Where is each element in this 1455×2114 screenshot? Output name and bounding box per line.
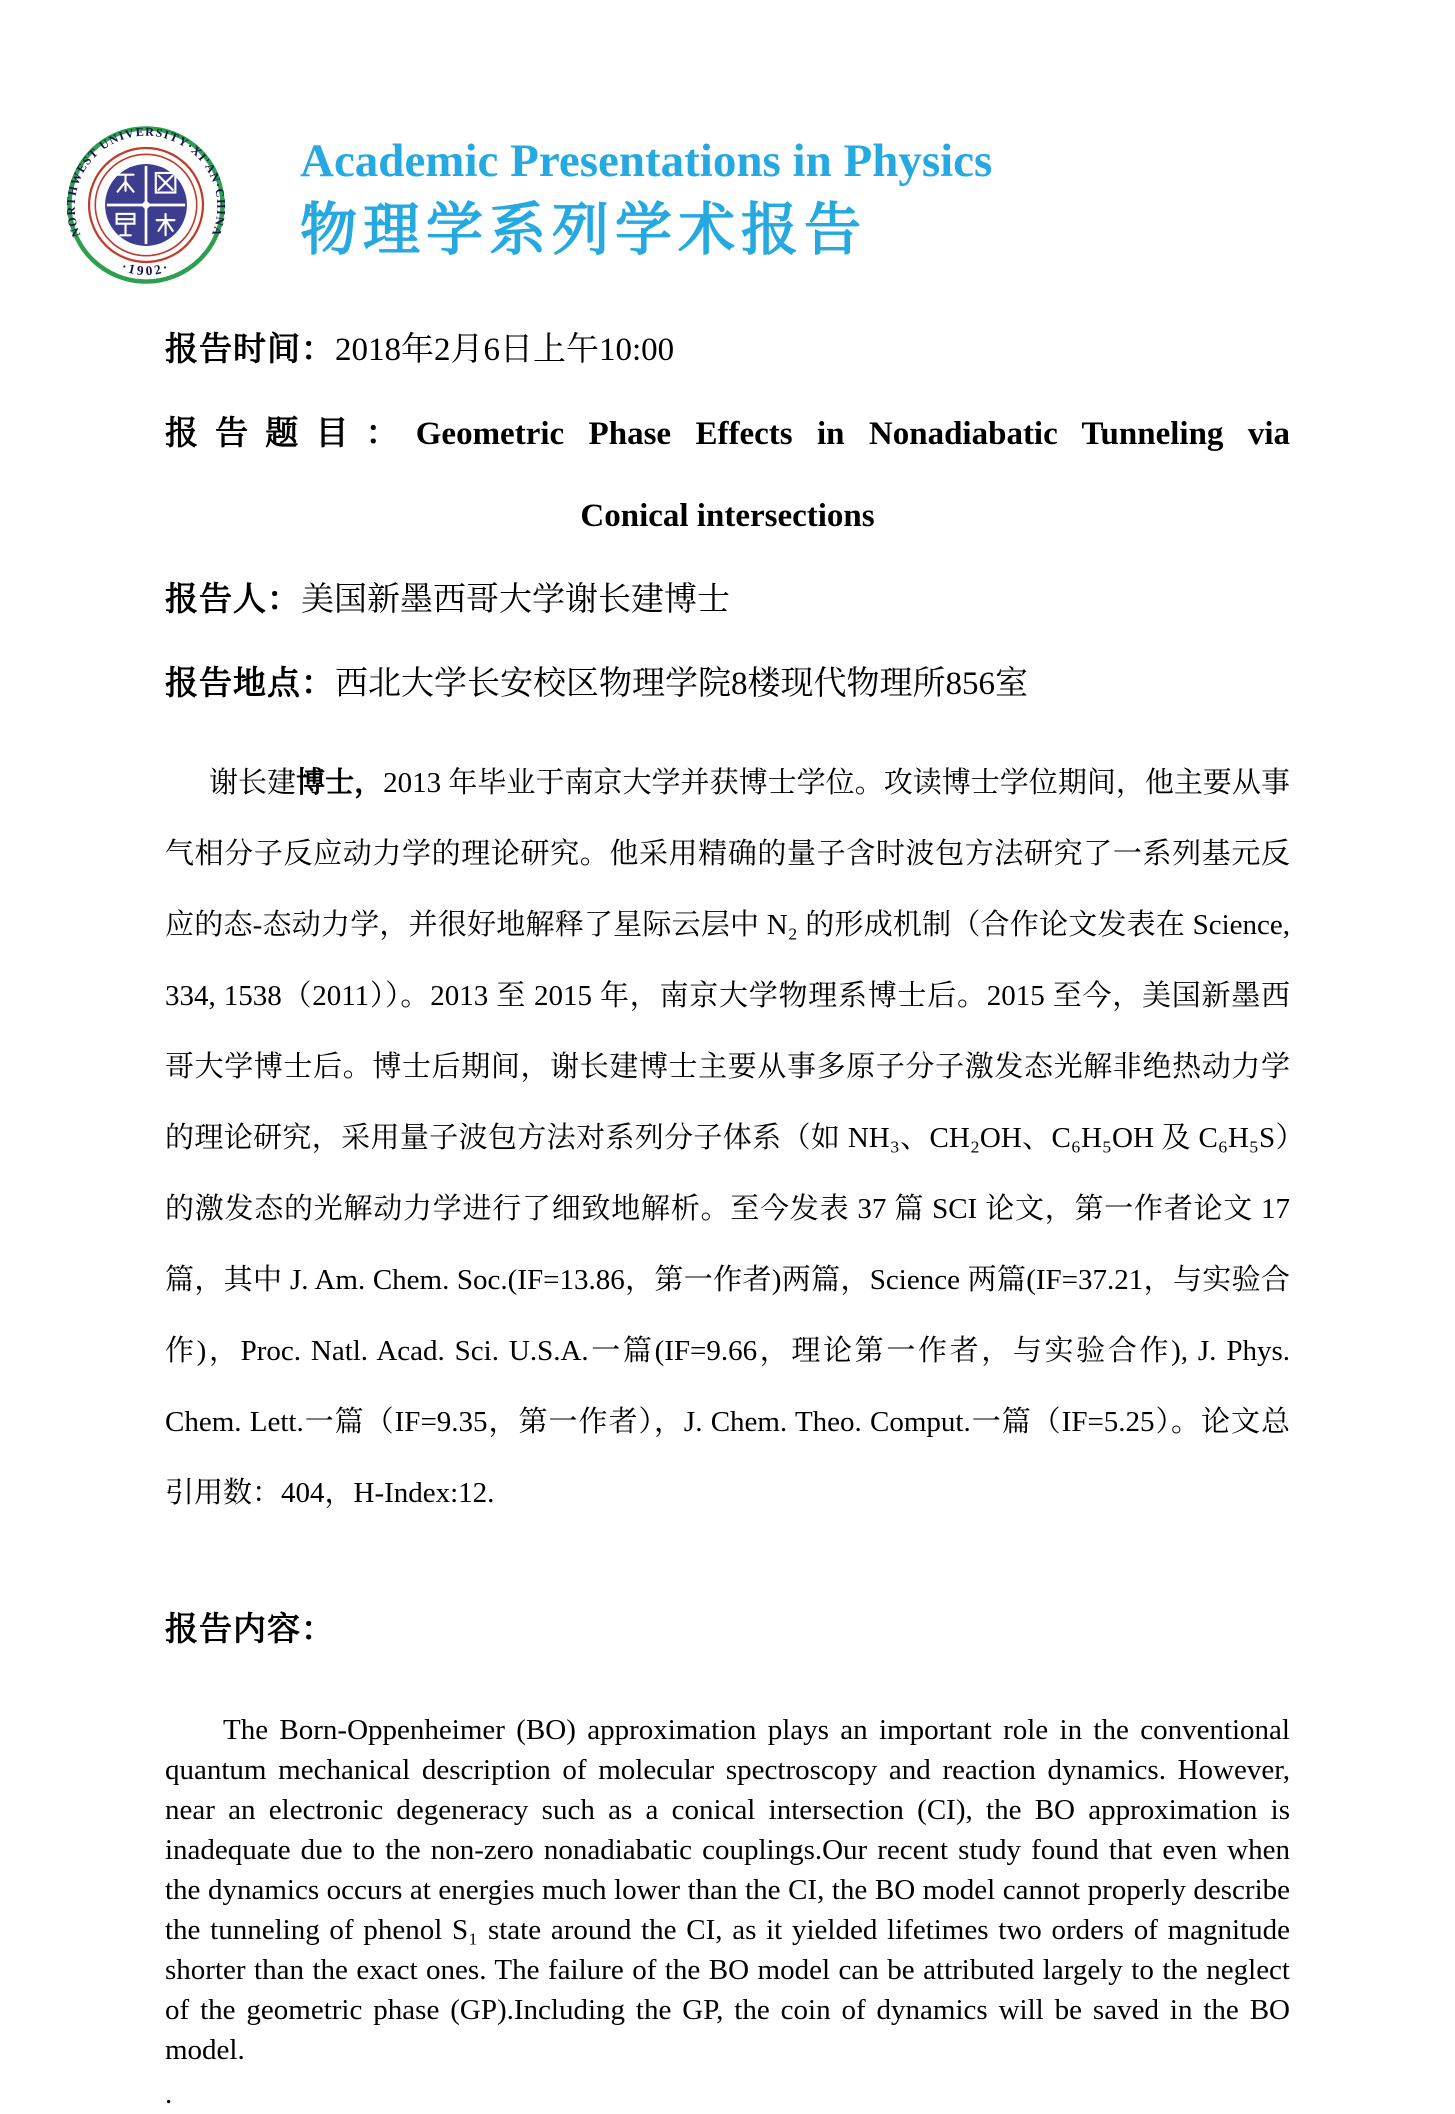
seal-ring-text: NORTHWEST UNIVERSITY·XI'AN·CHINA bbox=[63, 124, 229, 239]
university-logo-seal bbox=[57, 114, 235, 296]
trailing-dot: . bbox=[165, 2077, 173, 2110]
meta-speaker bbox=[165, 580, 1290, 620]
bio-text: 2013 年毕业于南京大学并获博士学位。攻读博士学位期间，他主要从事气相分子反应动力学的理论研究。他采用精确的量子含时波包方法研究了一系列基元反应的态-态动力学，并很好地解释了星际云层中 N₂ 的形成机制（合作论文发表在 Science, 334, 1538（2011））。2013 至 2015 年，南京大学物理系博士后。2015 至今，美国新墨西哥大学博士后。博士后期间，谢长建博士主要从事多原子分子激发态光解非绝热动力学的理论研究，采用量子波包方法对系列分子体系（如 NH₃、CH₂OH、C₆H₅OH 及 C₆H₅S）的激发态的光解动力学进行了细致地解析。至今发表 37 篇 SCI 论文，第一作者论文 17 篇，其中 J. Am. Chem. Soc.(IF=13.86，第一作者)两篇，Science 两篇(IF=37.21，与实验合作)，Proc. Natl. Acad. Sci. U.S.A.一篇(IF=9.66，理论第一作者，与实验合作), J. Phys. Chem. Lett.一篇（IF=9.35，第一作者），J. Chem. Theo. Comput.一篇（IF=5.25）。论文总引用数：404，H-Index:12. bbox=[165, 766, 1290, 1509]
venue-label: 报告地点： bbox=[165, 663, 335, 701]
abstract-text: The Born-Oppenheimer (BO) approximation plays an important role in the conventional quantum mechanical description of molecular spectroscopy and reaction dynamics. However, near an electronic degeneracy such as a conical intersection (CI), the BO approximation is inadequate due to the non-zero nonadiabatic couplings.Our recent study found that even when the dynamics occurs at energies much lower than the CI, the BO model cannot properly describe the tunneling of phenol S₁ state around the CI, as it yielded lifetimes two orders of magnitude shorter than the exact ones. The failure of the BO model can be attributed largely to the neglect of the geometric phase (GP).Including the GP, the coin of dynamics will be saved in the BO model. bbox=[165, 1713, 1290, 2066]
topic-title-line2: Conical intersections bbox=[580, 497, 875, 534]
page-subtitle-zh: 物理学系列学术报告 bbox=[300, 198, 867, 262]
meta-venue bbox=[165, 664, 1290, 704]
speaker-label: 报告人： bbox=[165, 579, 301, 617]
speaker-value: 美国新墨西哥大学谢长建博士 bbox=[301, 581, 730, 618]
topic-label: 报告题目： bbox=[165, 413, 416, 451]
seal-year-text: ·1902· bbox=[119, 258, 173, 279]
venue-value: 西北大学长安校区物理学院8楼现代物理所856室 bbox=[335, 665, 1028, 702]
page-title: Academic Presentations in Physics bbox=[300, 135, 993, 187]
topic-title-line1: Geometric Phase Effects in Nonadiabatic Tunneling via bbox=[415, 415, 1290, 452]
time-label: 报告时间： bbox=[165, 330, 335, 367]
time-value: 2018年2月6日上午10:00 bbox=[335, 332, 675, 368]
speaker-biography bbox=[165, 748, 1290, 1529]
poster-header bbox=[0, 0, 1455, 330]
bio-lead-bold: 博士， bbox=[296, 766, 384, 799]
meta-topic bbox=[165, 414, 1290, 454]
poster-body bbox=[165, 330, 1290, 2114]
bio-lead: 谢长建 bbox=[209, 766, 297, 799]
meta-time bbox=[165, 330, 1290, 370]
abstract-heading: 报告内容： bbox=[165, 1609, 335, 1647]
title-block bbox=[300, 0, 1455, 262]
